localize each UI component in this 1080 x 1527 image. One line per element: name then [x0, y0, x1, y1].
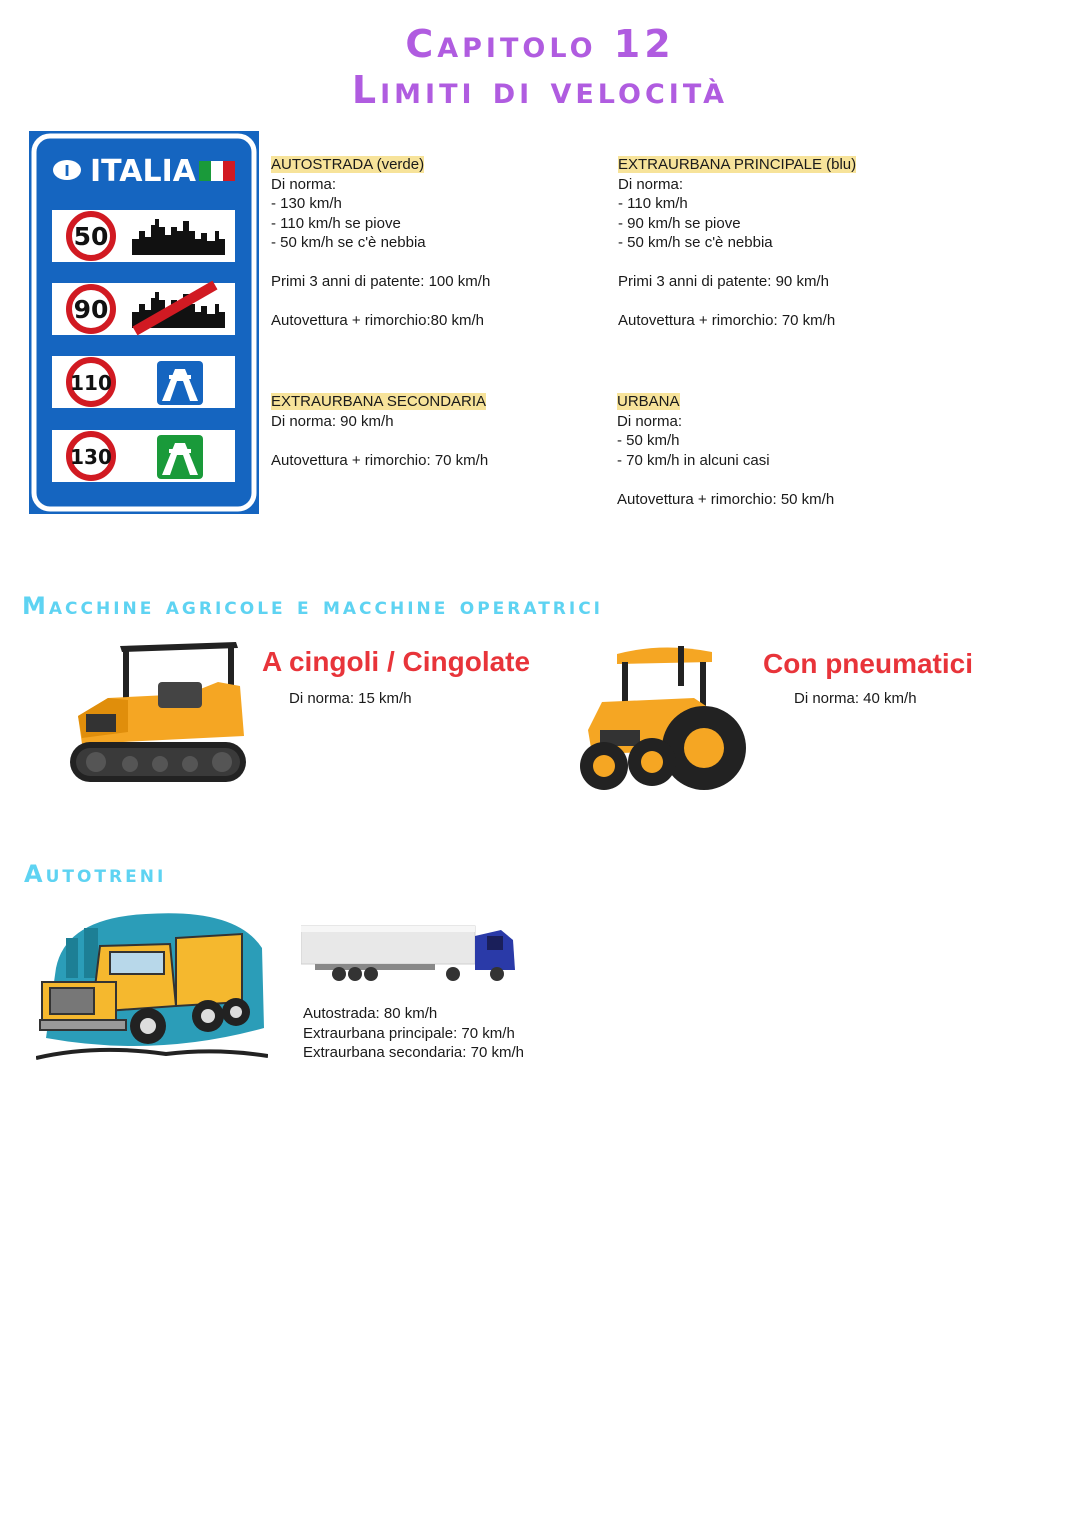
pneumatici-note: Di norma: 40 km/h — [794, 690, 917, 707]
urbana-line: - 70 km/h in alcuni casi — [617, 451, 770, 469]
urbana-heading: URBANA — [617, 393, 680, 410]
urbana-line: Di norma: — [617, 412, 683, 430]
autotreni-section-title: Autotreni — [24, 860, 167, 888]
country-code: I — [64, 162, 70, 180]
semi-truck-image — [301, 922, 517, 984]
macchine-section-title: Macchine agricole e macchine operatrici — [22, 592, 604, 620]
cingolate-note: Di norma: 15 km/h — [289, 690, 412, 707]
country-name: ITALIA — [90, 154, 197, 189]
dump-truck-image — [36, 908, 268, 1064]
urbana-line — [617, 470, 834, 490]
extraurbana-secondaria-block — [271, 392, 488, 470]
limit-label-90: 90 — [73, 295, 109, 324]
country-code-oval-icon — [53, 160, 81, 180]
extraurbana-secondaria-line: Autovettura + rimorchio: 70 km/h — [271, 451, 489, 469]
chapter-title: Capitolo 12 — [405, 22, 675, 66]
extraurbana-principale-line: Di norma: — [618, 175, 684, 193]
extraurban-road-blue-icon — [157, 361, 203, 405]
extraurbana-secondaria-line: Di norma: 90 km/h — [271, 412, 394, 430]
urbana-line: - 50 km/h — [617, 432, 680, 449]
extraurbana-principale-line: - 110 km/h — [618, 195, 688, 212]
limit-label-110: 110 — [70, 371, 112, 395]
autostrada-block — [271, 155, 490, 331]
limit-label-50: 50 — [73, 222, 109, 251]
autostrada-line — [271, 292, 490, 312]
extraurbana-principale-heading: EXTRAURBANA PRINCIPALE (blu) — [618, 156, 857, 173]
urbana-block — [617, 392, 834, 509]
extraurbana-principale-line — [618, 292, 856, 312]
urbana-line: Autovettura + rimorchio: 50 km/h — [617, 490, 835, 508]
extraurbana-secondaria-heading: EXTRAURBANA SECONDARIA — [271, 393, 487, 410]
extraurbana-principale-line: - 90 km/h se piove — [618, 214, 741, 232]
autostrada-line: Primi 3 anni di patente: 100 km/h — [271, 273, 491, 290]
italia-speed-sign — [29, 131, 259, 514]
autotreni-line: Extraurbana secondaria: 70 km/h — [303, 1044, 524, 1061]
pneumatici-title: Con pneumatici — [763, 648, 974, 679]
motorway-green-icon — [157, 435, 203, 479]
crawler-tractor-image — [68, 636, 250, 792]
extraurbana-principale-line — [618, 253, 856, 273]
extraurbana-principale-line: - 50 km/h se c'è nebbia — [618, 234, 773, 251]
wheeled-tractor-image — [562, 640, 747, 795]
autotreni-line: Autostrada: 80 km/h — [303, 1005, 438, 1022]
autostrada-line: - 110 km/h se piove — [271, 214, 401, 232]
autostrada-line — [271, 253, 490, 273]
autotreni-limits — [303, 1004, 524, 1063]
autostrada-line: - 130 km/h — [271, 195, 342, 212]
autostrada-heading: AUTOSTRADA (verde) — [271, 156, 425, 173]
autostrada-line: - 50 km/h se c'è nebbia — [271, 234, 426, 251]
extraurbana-principale-block — [618, 155, 856, 331]
extraurbana-principale-line: Autovettura + rimorchio: 70 km/h — [618, 312, 836, 329]
extraurbana-principale-line: Primi 3 anni di patente: 90 km/h — [618, 273, 829, 290]
autostrada-line: Autovettura + rimorchio:80 km/h — [271, 312, 485, 329]
autostrada-line: Di norma: — [271, 175, 337, 193]
extraurbana-secondaria-line — [271, 431, 488, 451]
limit-label-130: 130 — [70, 445, 112, 469]
autotreni-line: Extraurbana principale: 70 km/h — [303, 1024, 515, 1042]
italian-flag-icon — [199, 161, 235, 181]
cingolate-title: A cingoli / Cingolate — [262, 646, 531, 677]
chapter-subtitle: Limiti di velocità — [351, 68, 729, 112]
